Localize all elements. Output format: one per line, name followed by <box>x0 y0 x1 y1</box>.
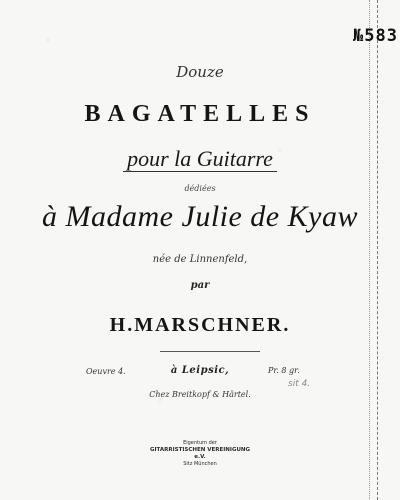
dedicatee-name: à Madame Julie de Kyaw <box>42 200 358 233</box>
title-pour-la-guitarre <box>0 146 400 172</box>
divider-rule <box>160 351 260 352</box>
opus-number: Oeuvre 4. <box>86 367 126 376</box>
ownership-stamp <box>148 440 252 470</box>
title-line-douze: Douze <box>176 63 224 81</box>
stamp-line-1: Eigentum der <box>183 440 217 446</box>
dedicatee-maiden-name: née de Linnenfeld, <box>152 254 248 265</box>
dedication-intro: dédiées <box>184 184 216 193</box>
stamp-line-2: GITARRISTISCHEN VEREINIGUNG e.V. <box>149 447 251 460</box>
catalog-number: №583 <box>353 26 398 46</box>
title-pour-la-guitarre-text: pour la Guitarre <box>123 146 277 172</box>
by-word: par <box>190 280 210 291</box>
stamp-line-3: Sitz München <box>183 461 217 467</box>
pencil-annotation: sit 4. <box>288 379 311 389</box>
price: Pr. 8 gr. <box>268 366 300 375</box>
publisher: Chez Breitkopf & Härtel. <box>149 390 251 399</box>
composer-name: H.MARSCHNER. <box>109 314 291 336</box>
publication-place: à Leipsic, <box>170 365 230 376</box>
title-bagatelles: BAGATELLES <box>84 101 316 127</box>
